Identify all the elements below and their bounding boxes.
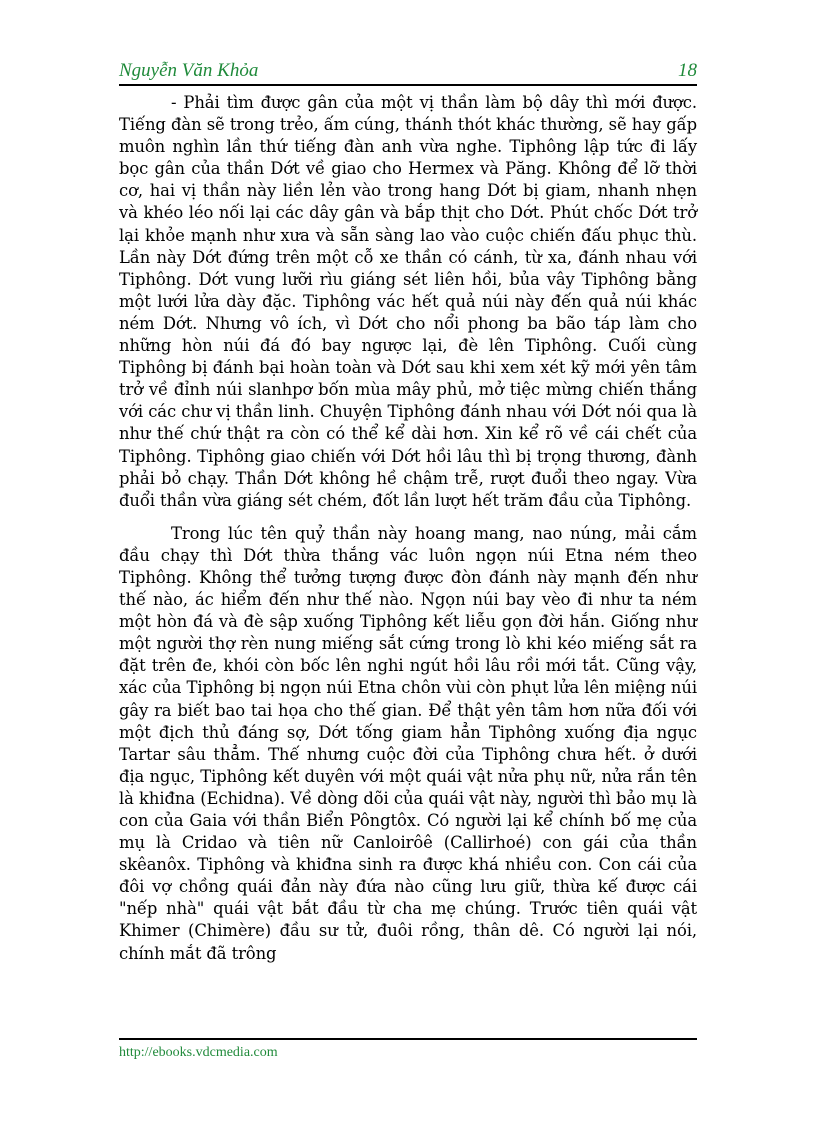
page-footer [119,1038,697,1061]
author-name: Nguyễn Văn Khỏa [119,60,259,81]
footer-url: http://ebooks.vdcmedia.com [119,1045,278,1060]
body-text [119,92,697,976]
paragraph-2: Trong lúc tên quỷ thần này hoang mang, nao núng, mải cắm đầu chạy thì Dớt thừa thắng vác luôn ngọn núi Etna ném theo Tiphông. Không thể tưởng tượng được đòn đánh này mạnh đến như thế nào, ác hiểm đến như thế nào. Ngọn núi bay vèo đi như ta ném một hòn đá và đè sập xuống Tiphông kết liễu gọn đời hắn. Giống như một người thợ rèn nung miếng sắt cứng trong lò khi kéo miếng sắt ra đặt trên đe, khói còn bốc lên nghi ngút hồi lâu rồi mới tắt. Cũng vậy, xác của Tiphông bị ngọn núi Etna chôn vùi còn phụt lửa lên miệng núi gây ra biết bao tai họa cho thế gian. Để thật yên tâm hơn nữa đối với một địch thủ đáng sợ, Dớt tống giam hẳn Tiphông xuống địa ngục Tartar sâu thẳm. Thế nhưng cuộc đời của Tiphông chưa hết. ở dưới địa ngục, Tiphông kết duyên với một quái vật nửa phụ nữ, nửa rắn tên là khiđna (Echidna). Về dòng dõi của quái vật này, người thì bảo mụ là con của Gaia với thần Biển Pôngtôx. Có người lại kể chính bố mẹ của mụ là Cridao và tiên nữ Canloirôê (Callirhoé) con gái của thần skêanôx. Tiphông và khiđna sinh ra được khá nhiều con. Con cái của đôi vợ chồng quái đản này đứa nào cũng lưu giữ, thừa kế được cái "nếp nhà" quái vật bắt đầu từ cha mẹ chúng. Trước tiên quái vật Khimer (Chimère) đầu sư tử, đuôi rồng, thân dê. Có người lại nói, chính mắt đã trông [119,523,697,963]
page-number: 18 [678,60,697,81]
page-header [119,58,697,86]
paragraph-1: - Phải tìm được gân của một vị thần làm bộ dây thì mới được. Tiếng đàn sẽ trong trẻo, ấm cúng, thánh thót khác thường, sẽ hay gấp muôn nghìn lần thứ tiếng đàn anh vừa nghe. Tiphông lập tức đi lấy bọc gân của thần Dớt về giao cho Hermex và Păng. Không để lỡ thời cơ, hai vị thần này liền lẻn vào trong hang Dớt bị giam, nhanh nhẹn và khéo léo nối lại các dây gân và bắp thịt cho Dớt. Phút chốc Dớt trở lại khỏe mạnh như xưa và sẵn sàng lao vào cuộc chiến đấu phục thù. Lần này Dớt đứng trên một cỗ xe thần có cánh, từ xa, đánh nhau với Tiphông. Dớt vung lưỡi rìu giáng sét liên hồi, bủa vây Tiphông bằng một lưới lửa dày đặc. Tiphông vác hết quả núi này đến quả núi khác ném Dớt. Nhưng vô ích, vì Dớt cho nổi phong ba bão táp làm cho những hòn núi đá đó bay ngược lại, đè lên Tiphông. Cuối cùng Tiphông bị đánh bại hoàn toàn và Dớt sau khi xem xét kỹ mới yên tâm trở về đỉnh núi slanhpơ bốn mùa mây phủ, mở tiệc mừng chiến thắng với các chư vị thần linh. Chuyện Tiphông đánh nhau với Dớt nói qua là như thế chứ thật ra còn có thể kể dài hơn. Xin kể rõ về cái chết của Tiphông. Tiphông giao chiến với Dớt hồi lâu thì bị trọng thương, đành phải bỏ chạy. Thần Dớt không hề chậm trễ, rượt đuổi theo ngay. Vừa đuổi thần vừa giáng sét chém, đốt lần lượt hết trăm đầu của Tiphông. [119,93,697,510]
